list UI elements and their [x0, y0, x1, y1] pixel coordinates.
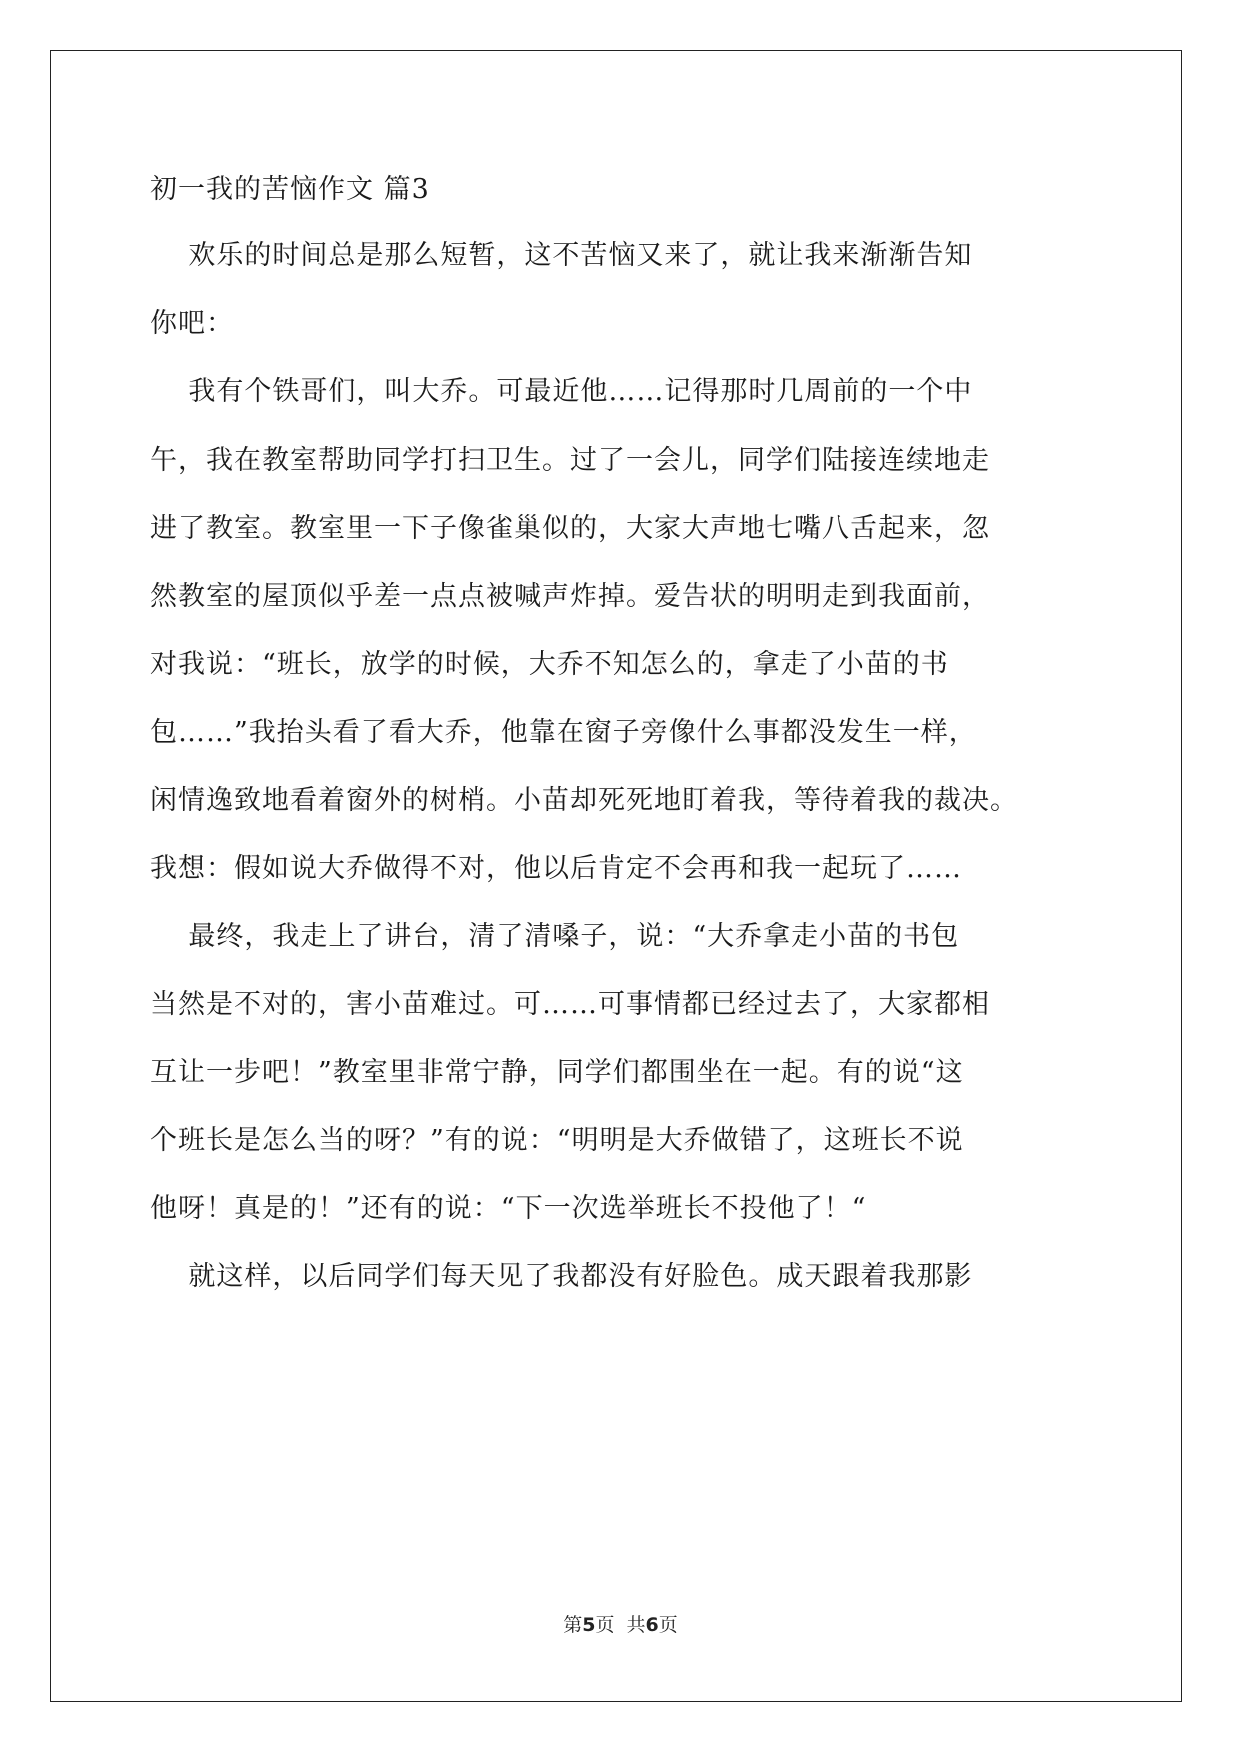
text-line: 对我说：“班长，放学的时候，大乔不知怎么的，拿走了小苗的书: [150, 649, 949, 680]
text-line: 我想：假如说大乔做得不对，他以后肯定不会再和我一起玩了……: [150, 853, 962, 884]
footer-suffix: 页: [658, 1614, 678, 1636]
text-line: 就这样，以后同学们每天见了我都没有好脸色。成天跟着我那影: [150, 1261, 973, 1292]
text-line: 他呀！真是的！”还有的说：“下一次选举班长不投他了！“: [150, 1193, 867, 1224]
text-line: 进了教室。教室里一下子像雀巢似的，大家大声地七嘴八舌起来，忽: [150, 513, 990, 544]
footer-prefix: 第: [563, 1614, 583, 1636]
total-page-number: 6: [645, 1614, 659, 1636]
text-line: 欢乐的时间总是那么短暂，这不苦恼又来了，就让我来渐渐告知: [150, 240, 973, 271]
text-line: 我有个铁哥们，叫大乔。可最近他……记得那时几周前的一个中: [150, 376, 973, 407]
text-line: 然教室的屋顶似乎差一点点被喊声炸掉。爱告状的明明走到我面前，: [150, 581, 990, 612]
text-line: 午，我在教室帮助同学打扫卫生。过了一会儿，同学们陆接连续地走: [150, 445, 990, 476]
footer-mid: 页 共: [595, 1614, 646, 1636]
text-line: 包……”我抬头看了看大乔，他靠在窗子旁像什么事都没发生一样，: [150, 717, 977, 748]
current-page-number: 5: [582, 1614, 596, 1636]
text-line: 最终，我走上了讲台，清了清嗓子，说：“大乔拿走小苗的书包: [150, 921, 960, 952]
text-line: 闲情逸致地看着窗外的树梢。小苗却死死地盯着我，等待着我的裁决。: [150, 785, 1018, 816]
text-line: 当然是不对的，害小苗难过。可……可事情都已经过去了，大家都相: [150, 989, 990, 1020]
text-line: 你吧：: [150, 308, 234, 339]
page-footer: [0, 1613, 1241, 1637]
text-line: 个班长是怎么当的呀？”有的说：“明明是大乔做错了，这班长不说: [150, 1125, 964, 1156]
text-line: 互让一步吧！”教室里非常宁静，同学们都围坐在一起。有的说“这: [150, 1057, 964, 1088]
document-title: 初一我的苦恼作文 篇3: [150, 174, 430, 205]
